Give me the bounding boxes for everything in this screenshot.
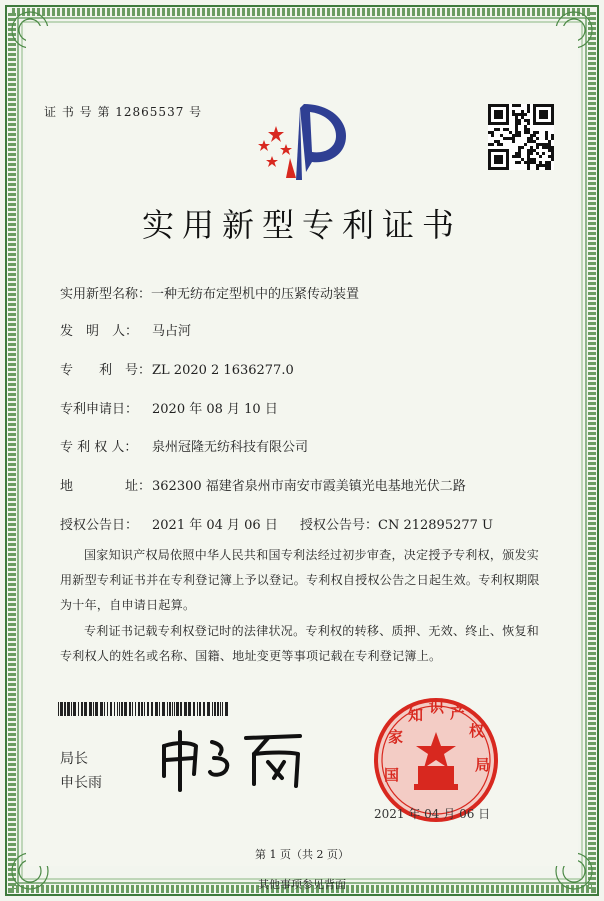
cnipa-logo-icon bbox=[250, 98, 360, 182]
field-label: 专 利 权 人： bbox=[60, 440, 138, 455]
svg-text:家: 家 bbox=[388, 728, 404, 746]
certificate-number: 证 书 号 第 12865537 号 bbox=[44, 105, 203, 119]
field-filing-date bbox=[60, 398, 278, 417]
barcode-icon bbox=[58, 702, 228, 716]
seal-text-char: 国 bbox=[384, 766, 400, 784]
field-label: 实用新型名称： bbox=[60, 287, 152, 302]
field-grant-number bbox=[300, 514, 493, 533]
field-label: 授权公告号： bbox=[300, 518, 379, 533]
director-title: 局长 bbox=[60, 751, 88, 767]
svg-text:知: 知 bbox=[408, 706, 424, 724]
field-value: 泉州冠隆无纺科技有限公司 bbox=[152, 440, 309, 455]
handwritten-signature-icon bbox=[150, 724, 320, 794]
legal-paragraph-2: 专利证书记载专利权登记时的法律状况。专利权的转移、质押、无效、终止、恢复和专利权人的姓名或名称、国籍、地址变更等事项记载在专利登记簿上。 bbox=[60, 624, 540, 663]
field-address bbox=[60, 475, 466, 494]
field-value: ZL 2020 2 1636277.0 bbox=[152, 363, 294, 378]
field-inventor bbox=[60, 320, 191, 339]
field-value: 362300 福建省泉州市南安市霞美镇光电基地光伏二路 bbox=[152, 479, 466, 494]
field-label: 专 利 号： bbox=[60, 363, 152, 378]
qr-code-icon bbox=[488, 104, 554, 170]
field-value: 2020 年 08 月 10 日 bbox=[152, 402, 278, 417]
field-grant-date bbox=[60, 514, 278, 533]
field-patentee bbox=[60, 436, 308, 455]
field-label: 授权公告日： bbox=[60, 518, 139, 533]
field-utility-model-name bbox=[60, 283, 359, 302]
director-name: 申长雨 bbox=[60, 775, 102, 791]
field-label: 地 址： bbox=[60, 479, 152, 494]
svg-text:权: 权 bbox=[469, 722, 485, 740]
page-title: 实用新型专利证书 bbox=[141, 206, 462, 244]
svg-text:产: 产 bbox=[450, 704, 466, 722]
page-number: 第 1 页（共 2 页） bbox=[255, 848, 349, 861]
svg-text:识: 识 bbox=[429, 698, 445, 716]
back-note: 其他事项参见背面 bbox=[258, 878, 346, 891]
field-value: 马占河 bbox=[152, 324, 192, 339]
field-label: 专利申请日： bbox=[60, 402, 139, 417]
field-value: 2021 年 04 月 06 日 bbox=[152, 518, 278, 533]
field-value: 一种无纺布定型机中的压紧传动装置 bbox=[151, 287, 360, 302]
seal-date: 2021 年 04 月 06 日 bbox=[374, 807, 491, 821]
legal-paragraph-1: 国家知识产权局依照中华人民共和国专利法经过初步审查，决定授予专利权，颁发实用新型专利证书并在专利登记簿上予以登记。专利权自授权公告之日起生效。专利权期限为十年，自申请日起算。 bbox=[60, 548, 540, 612]
field-patent-number bbox=[60, 359, 294, 378]
field-value: CN 212895277 U bbox=[378, 518, 493, 533]
svg-text:局: 局 bbox=[475, 756, 491, 774]
field-label: 发 明 人： bbox=[60, 324, 139, 339]
